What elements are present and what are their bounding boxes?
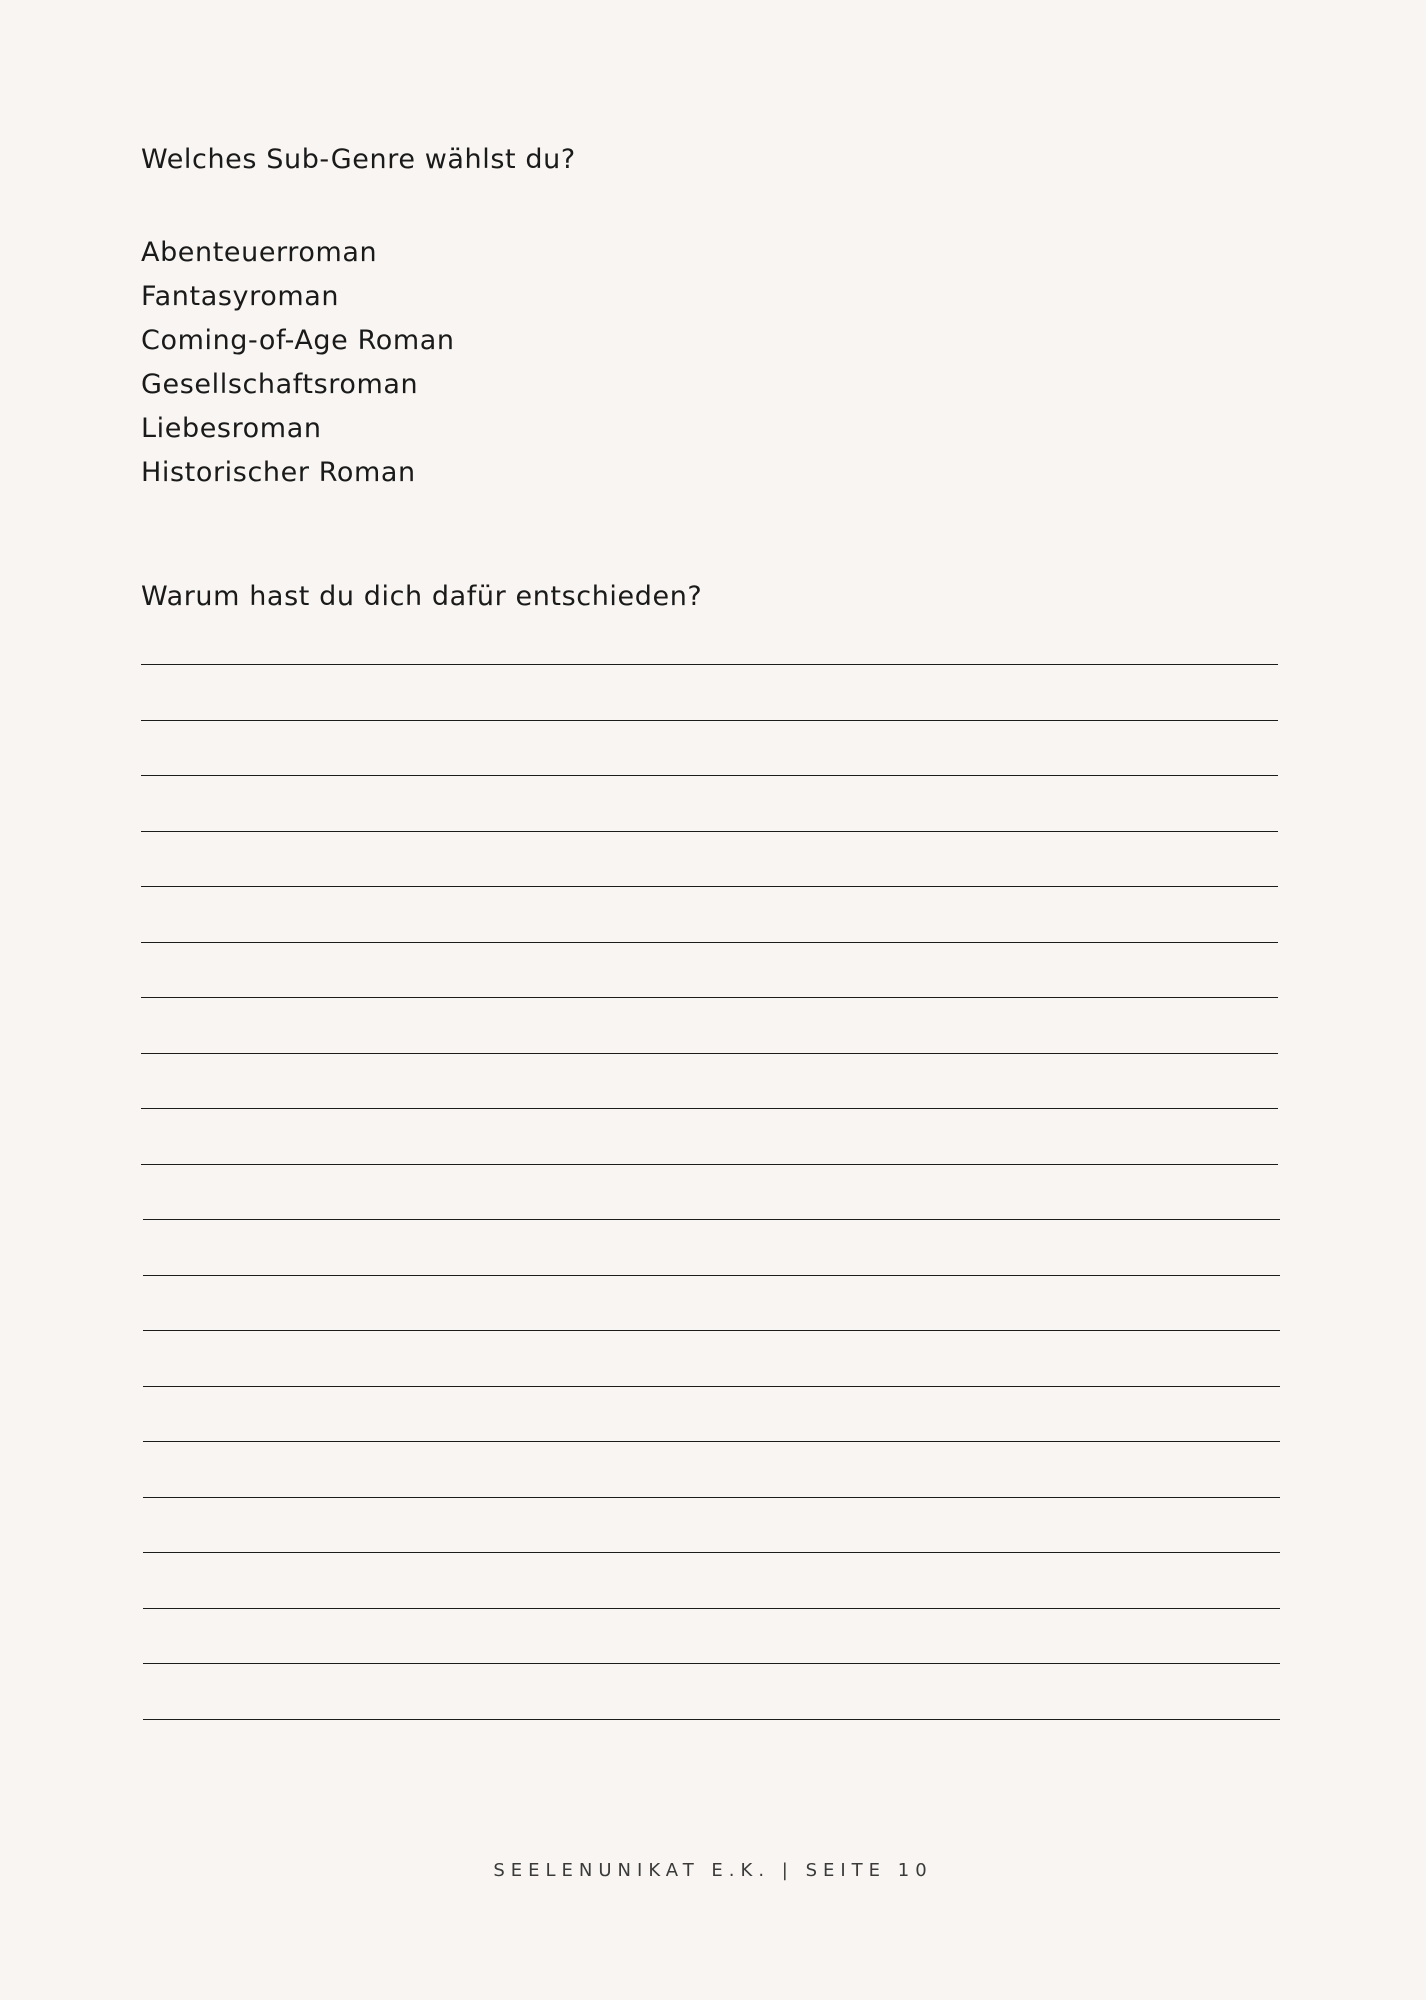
answer-line[interactable]: [143, 1330, 1280, 1331]
answer-line[interactable]: [143, 1219, 1280, 1220]
answer-line[interactable]: [141, 1053, 1278, 1054]
answer-line[interactable]: [143, 1608, 1280, 1609]
answer-line[interactable]: [141, 886, 1278, 887]
subgenre-question: Welches Sub-Genre wählst du?: [141, 144, 576, 175]
answer-line[interactable]: [141, 1164, 1278, 1165]
option-liebesroman: Liebesroman: [141, 413, 322, 444]
answer-line[interactable]: [143, 1719, 1280, 1720]
answer-line[interactable]: [141, 997, 1278, 998]
answer-line[interactable]: [141, 775, 1278, 776]
answer-line[interactable]: [143, 1497, 1280, 1498]
answer-line[interactable]: [141, 664, 1278, 665]
option-gesellschaftsroman: Gesellschaftsroman: [141, 369, 419, 400]
answer-line[interactable]: [141, 1108, 1278, 1109]
option-fantasyroman: Fantasyroman: [141, 281, 340, 312]
answer-line[interactable]: [141, 720, 1278, 721]
answer-line[interactable]: [143, 1275, 1280, 1276]
option-abenteuerroman: Abenteuerroman: [141, 237, 378, 268]
answer-line[interactable]: [141, 831, 1278, 832]
answer-line[interactable]: [141, 942, 1278, 943]
answer-line[interactable]: [143, 1663, 1280, 1664]
option-historischer-roman: Historischer Roman: [141, 457, 416, 488]
page-footer: SEELENUNIKAT E.K. | SEITE 10: [493, 1860, 933, 1881]
answer-line[interactable]: [143, 1552, 1280, 1553]
answer-line[interactable]: [143, 1441, 1280, 1442]
answer-line[interactable]: [143, 1386, 1280, 1387]
reason-question: Warum hast du dich dafür entschieden?: [141, 581, 703, 612]
option-coming-of-age-roman: Coming-of-Age Roman: [141, 325, 455, 356]
